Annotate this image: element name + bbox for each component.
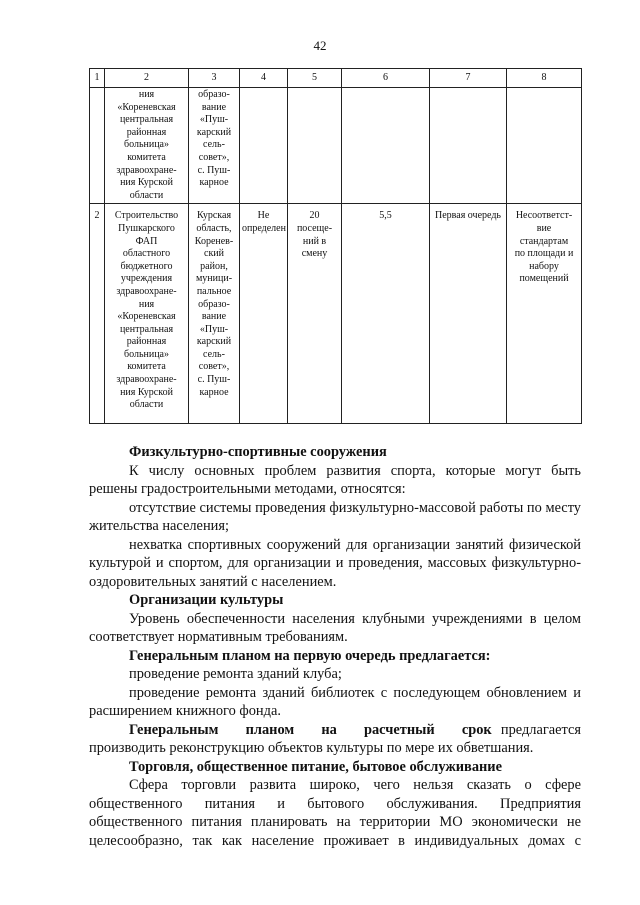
table-cell [240,88,288,204]
data-table [89,68,582,424]
culture-heading: Организации культуры [129,592,284,608]
table-cell: Курская область, Коренев- ский район, муници- пальное образо- вание «Пуш- карский сель- совет», с. Пуш- карное [189,204,240,424]
header-cell: 7 [430,69,507,88]
document-body [89,443,581,850]
table-header-row [90,69,582,88]
table-cell: Первая очередь [430,204,507,424]
table-row [90,204,582,424]
header-cell: 1 [90,69,105,88]
table-cell: 5,5 [342,204,430,424]
paragraph: отсутствие системы проведения физкультурно-массовой работы по месту жительства населения; [89,499,581,534]
calc-term-rest: предлагается производить реконструкцию объектов культуры по мере их обветшания. [89,721,582,756]
header-cell: 6 [342,69,430,88]
table-row [90,88,582,204]
paragraph: Уровень обеспеченности населения клубными учреждениями в целом соответствует нормативным требованиям. [89,610,581,645]
table-cell: образо- вание «Пуш- карский сель- совет», с. Пуш- карное [189,88,240,204]
first-stage-heading: Генеральным планом на первую очередь предлагается: [129,647,491,664]
sport-heading: Физкультурно-спортивные сооружения [129,444,387,460]
table-cell [507,88,582,204]
header-cell: 2 [105,69,189,88]
trade-heading: Торговля, общественное питание, бытовое обслуживание [129,758,502,775]
paragraph: Сфера торговли развита широко, чего нельзя сказать о сфере общественного питания и бытового обслуживания. Предприятия общественного питания планировать на территории МО экономически не целесообразно, так как население проживает в индивидуальных домах с [89,777,581,849]
paragraph: нехватка спортивных сооружений для организации занятий физической культурой и спортом, для организации и проведения, массовых физкультурно-оздоровительных занятий с населением. [89,536,581,590]
table-cell [288,88,342,204]
header-cell: 8 [507,69,582,88]
table-cell [342,88,430,204]
page-number: 42 [313,38,327,53]
paragraph [89,721,581,758]
table-cell: Несоответст- вие стандартам по площади и набору помещений [507,204,582,424]
paragraph: проведение ремонта зданий клуба; [129,666,342,682]
table-cell [90,88,105,204]
header-cell: 4 [240,69,288,88]
calc-term-bold: Генеральным планом на расчетный срок [129,721,492,738]
table-cell: 2 [90,204,105,424]
header-cell: 3 [189,69,240,88]
paragraph: проведение ремонта зданий библиотек с последующем обновлением и расширением книжного фонда. [89,684,581,719]
table-cell: Строительство Пушкарского ФАП областного бюджетного учреждения здравоохране- ния «Кореневская центральная районная больница» комитета здравоохране- ния Курской области [105,204,189,424]
paragraph: К числу основных проблем развития спорта, которые могут быть решены градостроительными методами, относятся: [89,462,581,497]
table-cell: 20 посеще- ний в смену [288,204,342,424]
header-cell: 5 [288,69,342,88]
table-cell: Не определен [240,204,288,424]
table-cell [430,88,507,204]
table-cell: ния «Кореневская центральная районная больница» комитета здравоохране- ния Курской области [105,88,189,204]
